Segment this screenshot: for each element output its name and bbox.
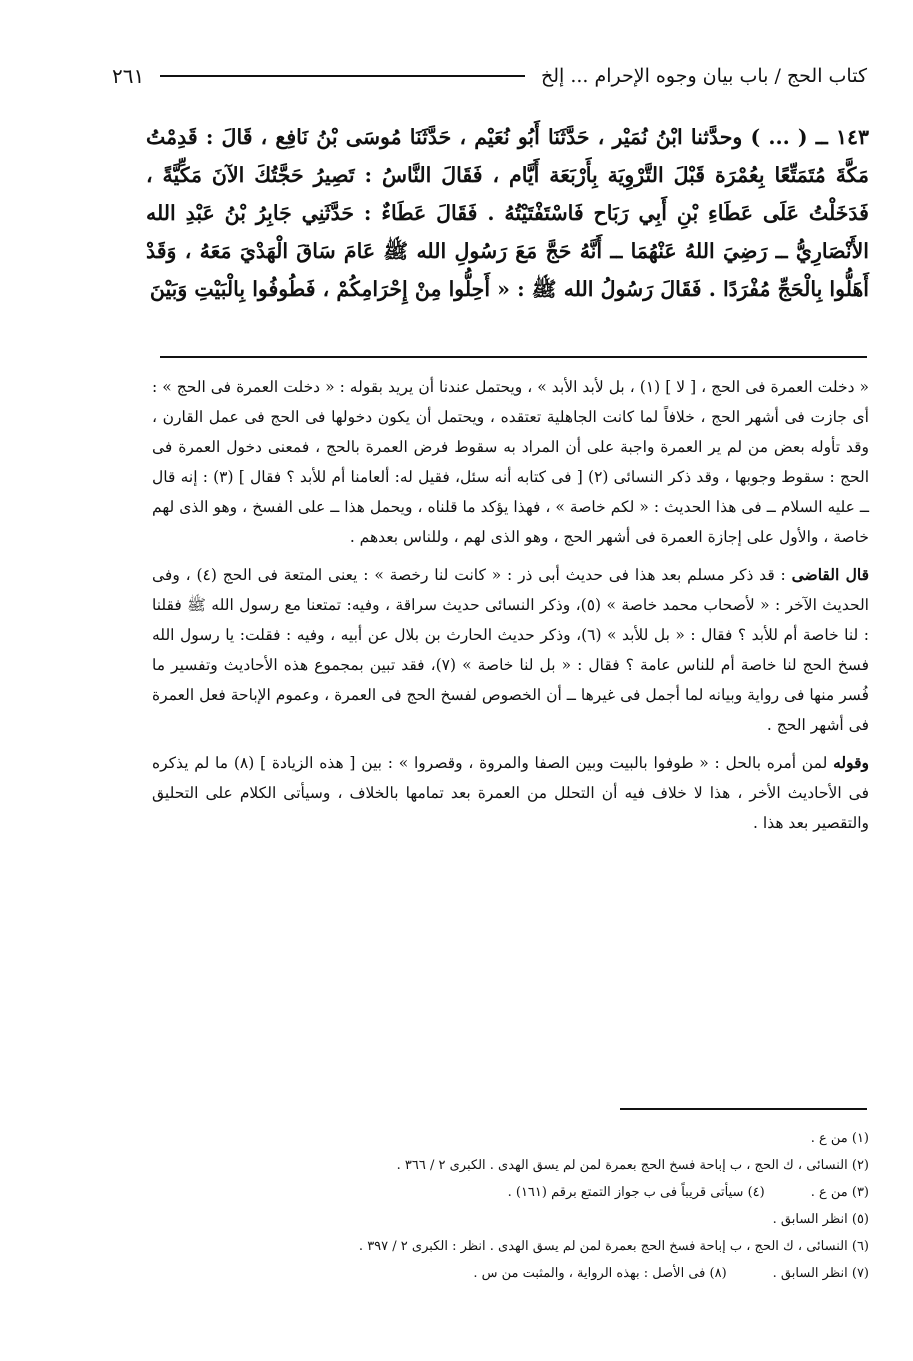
paragraph-lead: قال القاضى [791,565,869,584]
running-title: كتاب الحج / باب بيان وجوه الإحرام ... إلخ [540,65,867,87]
section-divider [160,356,867,358]
footnote-row [152,1260,869,1287]
footnote-1: (١) من ع . [810,1131,869,1146]
paragraph-body: لمن أمره بالحل : « طوفوا بالبيت وبين الصفا والمروة ، وقصروا » : بين [ هذه الزيادة ] (٨) ما لم يذكره فى الأحاديث الأخر ، هذا لا خلاف فيه أن التحلل من العمرة بعد تمامها بالخلاف ، وسيأتى الكلام على التحليق والتقصير بعد هذا . [152,754,869,832]
hadith-text: ١٤٣ ــ ( ... ) وحدَّثنا ابْنُ نُمَيْر ، حَدَّثَنَا أَبُو نُعَيْم ، حَدَّثَنَا مُوسَى بْنُ نَافِع ، قَالَ : قَدِمْتُ مَكَّةَ مُتَمَتِّعًا بِعُمْرَة قَبْلَ التَّرْوِيَة بِأَرْبَعَة أَيَّام ، فَقَالَ النَّاسُ : تَصِيرُ حَجَّتُكَ الآنَ مَكِّيَّةً ، فَدَخَلْتُ عَلَى عَطَاءِ بْنِ أَبِي رَبَاح فَاسْتَفْتَيْتُهُ . فَقَالَ عَطَاءٌ : حَدَّثَنِي جَابِرُ بْنُ عَبْدِ الله الأَنْصَارِيُّ ــ رَضِيَ اللهُ عَنْهُمَا ــ أَنَّهُ حَجَّ مَعَ رَسُولِ الله ﷺ عَامَ سَاقَ الْهَدْيَ مَعَهُ ، وَقَدْ أَهَلُّوا بِالْحَجِّ مُفْرَدًا . فَقَالَ رَسُولُ الله ﷺ : « أَحِلُّوا مِنْ إِحْرَامِكُمْ ، فَطُوفُوا بِالْبَيْتِ وَبَيْنَ [146,125,869,301]
footnote-row [152,1152,869,1179]
paragraph-body: : قد ذكر مسلم بعد هذا فى حديث أبى ذر : « كانت لنا رخصة » : يعنى المتعة فى الحج (٤) ، وفى الحديث الآخر : « لأصحاب محمد خاصة » (٥)، وذكر النسائى حديث سراقة ، وفيه: تمتعنا مع رسول الله ﷺ فقلنا : لنا خاصة أم للأبد ؟ فقال : « بل للأبد » (٦)، وذكر حديث الحارث بن بلال عن أبيه ، وفيه : فقلت: يا رسول الله فسخ الحج لنا خاصة أم للناس عامة ؟ فقال : « بل لنا خاصة » (٧)، فقد تبين بمجموع هذه الأحاديث وتفسير ما فُسر منها فى رواية وبيانه لما أجمل فى غيرها ــ أن الخصوص لفسخ الحج فى العمرة ، وعموم الإباحة فعل العمرة فى أشهر الحج . [152,566,869,734]
footnote-4: (٤) سيأتى قريباً فى ب جواز التمتع برقم (١٦١) . [507,1185,765,1200]
paragraph-lead: وقوله [833,753,869,772]
footnote-7: (٧) انظر السابق . [772,1266,869,1281]
header-rule [160,75,525,77]
footnote-3: (٣) من ع . [810,1185,869,1200]
commentary-paragraph-2 [152,560,869,740]
footnote-row [152,1125,869,1152]
page-number: ٢٦١ [112,64,145,88]
commentary-paragraph-3 [152,748,869,838]
footnotes [152,1125,869,1287]
footnote-6: (٦) النسائى ، ك الحج ، ب إباحة فسخ الحج بعمرة لمن لم يسق الهدى . انظر : الكبرى ٢ / ٣٩٧ . [358,1239,869,1254]
commentary [152,372,869,846]
footnote-row [152,1206,869,1233]
footnote-2: (٢) النسائى ، ك الحج ، ب إباحة فسخ الحج بعمرة لمن لم يسق الهدى . الكبرى ٢ / ٣٦٦ . [396,1158,869,1173]
footnote-8: (٨) فى الأصل : بهذه الرواية ، والمثبت من س . [473,1266,727,1281]
commentary-paragraph-1: « دخلت العمرة فى الحج ، [ لا ] (١) ، بل لأبد الأبد » ، ويحتمل عندنا أن يريد بقوله : « دخلت العمرة فى الحج » : أى جازت فى أشهر الحج ، خلافاً لما كانت الجاهلية تعتقده ، ويحتمل أن يكون دخولها فى الحج فى عمل القارن ، وقد تأوله بعض من لم ير العمرة واجبة على أن المراد به سقوط فرض العمرة بالحج ، فمعنى دخول العمرة فى الحج : سقوط وجوبها ، وقد ذكر النسائى (٢) [ فى كتابه أنه سئل، فقيل له: ألعامنا أم للأبد ؟ فقال ] (٣) : إنه قال ــ عليه السلام ــ فى هذا الحديث : « لكم خاصة » ، فهذا يؤكد ما قلناه ، ويحمل هذا ــ على الفسخ ، وهو الذى لهم خاصة ، والأول على إجازة العمرة فى أشهر الحج ، وهو الذى لهم ، وللناس بعدهم . [152,378,870,546]
footnote-5: (٥) انظر السابق . [772,1212,869,1227]
footnote-row [152,1179,869,1206]
footnote-divider [620,1108,867,1110]
page-header [112,56,867,96]
footnote-row [152,1233,869,1260]
